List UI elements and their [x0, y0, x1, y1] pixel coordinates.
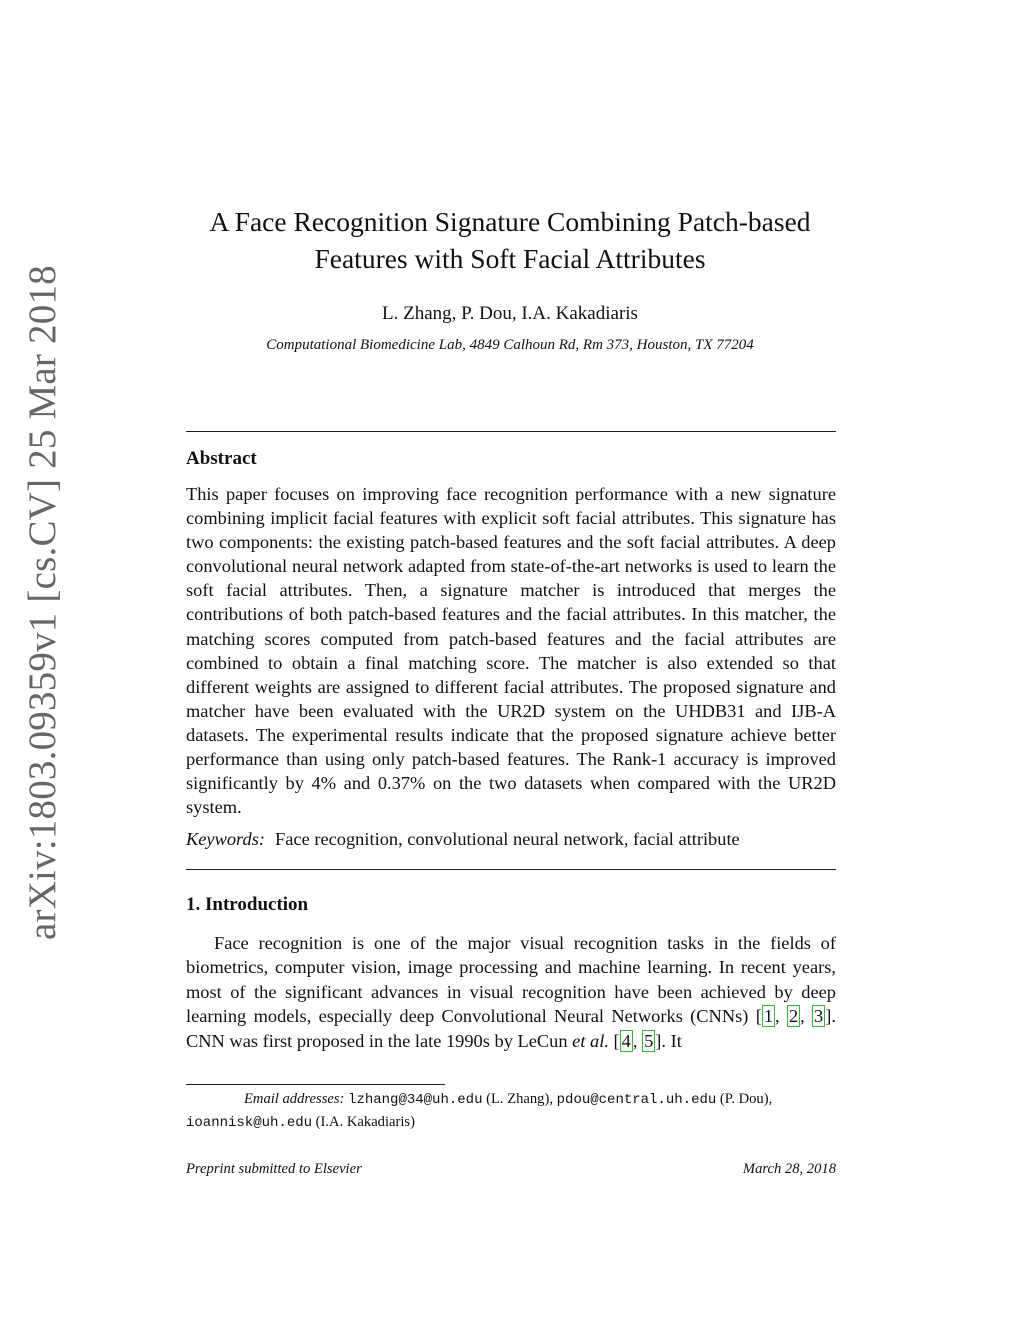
abstract-text: This paper focuses on improving face recognition performance with a new signature combining implicit facial features with explicit soft facial attributes. This signature has two components: the existing patch-based features and the soft facial attributes. A deep convolutional neural network adapted from state-of-the-art networks is used to learn the soft facial attributes. Then, a signature matcher is introduced that merges the contributions of both patch-based features and the facial attributes. In this matcher, the matching scores computed from patch-based features and the facial attributes are combined to obtain a final matching score. The matcher is also extended so that different weights are assigned to different facial attributes. The proposed signature and matcher have been evaluated with the UR2D system on the UHDB31 and IJB-A datasets. The experimental results indicate that the proposed signature achieve better performance than using only patch-based features. The Rank-1 accuracy is improved significantly by 4% and 0.37% on the two datasets when compared with the UR2D system.	[186, 484, 836, 818]
keywords-label: Keywords:	[186, 829, 266, 849]
title-line-1: A Face Recognition Signature Combining Patch-based	[209, 206, 811, 237]
footer-date: March 28, 2018	[742, 1161, 836, 1177]
citation-link-3[interactable]: 3	[814, 1006, 824, 1027]
intro-text-d: ]. It	[655, 1030, 682, 1051]
authors: L. Zhang, P. Dou, I.A. Kakadiaris	[382, 303, 638, 324]
intro-text-a: Face recognition is one of the major visual recognition tasks in the fields of biometrics, computer vision, image processing and machine learning. In recent years, most of the significant advances in visual recognition have been achieved by deep learning models, especially deep Convolutional Neural Networks (CNNs) [	[186, 933, 836, 1027]
citation-link-5[interactable]: 5	[644, 1030, 654, 1051]
intro-sep-2: ,	[800, 1006, 813, 1027]
paper-title	[150, 203, 870, 277]
section-heading-introduction: 1. Introduction	[186, 894, 309, 915]
citation-link-4[interactable]: 4	[621, 1030, 631, 1051]
email-link-kakadiaris[interactable]: ioannisk@uh.edu	[186, 1115, 313, 1131]
bottom-divider	[186, 869, 836, 870]
intro-text-c: [	[608, 1030, 620, 1051]
abstract-heading: Abstract	[186, 448, 257, 469]
keywords	[186, 829, 836, 850]
footnote-name-2: (P. Dou),	[716, 1091, 773, 1107]
footnote-name-1: (L. Zhang),	[482, 1091, 557, 1107]
introduction-text	[186, 931, 836, 1053]
intro-text-b: ]. CNN was first proposed in the late 1990s by LeCun	[186, 1006, 836, 1051]
keywords-text: Face recognition, convolutional neural network, facial attribute	[275, 829, 740, 849]
footnote-rule	[186, 1084, 445, 1085]
intro-sep-3: ,	[632, 1030, 643, 1051]
citation-link-2[interactable]: 2	[788, 1006, 799, 1027]
footnote-name-3: (I.A. Kakadiaris)	[312, 1114, 415, 1130]
intro-sep-1: ,	[775, 1006, 787, 1027]
intro-etal: et al.	[572, 1030, 609, 1051]
email-link-dou[interactable]: pdou@central.uh.edu	[556, 1092, 717, 1108]
footnote-label: Email addresses:	[244, 1091, 345, 1107]
email-link-zhang[interactable]: lzhang@34@uh.edu	[348, 1092, 483, 1108]
citation-link-1[interactable]: 1	[763, 1006, 774, 1027]
footer-preprint: Preprint submitted to Elsevier	[186, 1161, 362, 1177]
footnote-emails	[186, 1088, 836, 1134]
top-divider	[186, 431, 836, 432]
affiliation: Computational Biomedicine Lab, 4849 Calhoun Rd, Rm 373, Houston, TX 77204	[266, 337, 754, 353]
title-line-2: Features with Soft Facial Attributes	[314, 243, 706, 274]
arxiv-stamp: arXiv:1803.09359v1 [cs.CV] 25 Mar 2018	[21, 265, 64, 940]
